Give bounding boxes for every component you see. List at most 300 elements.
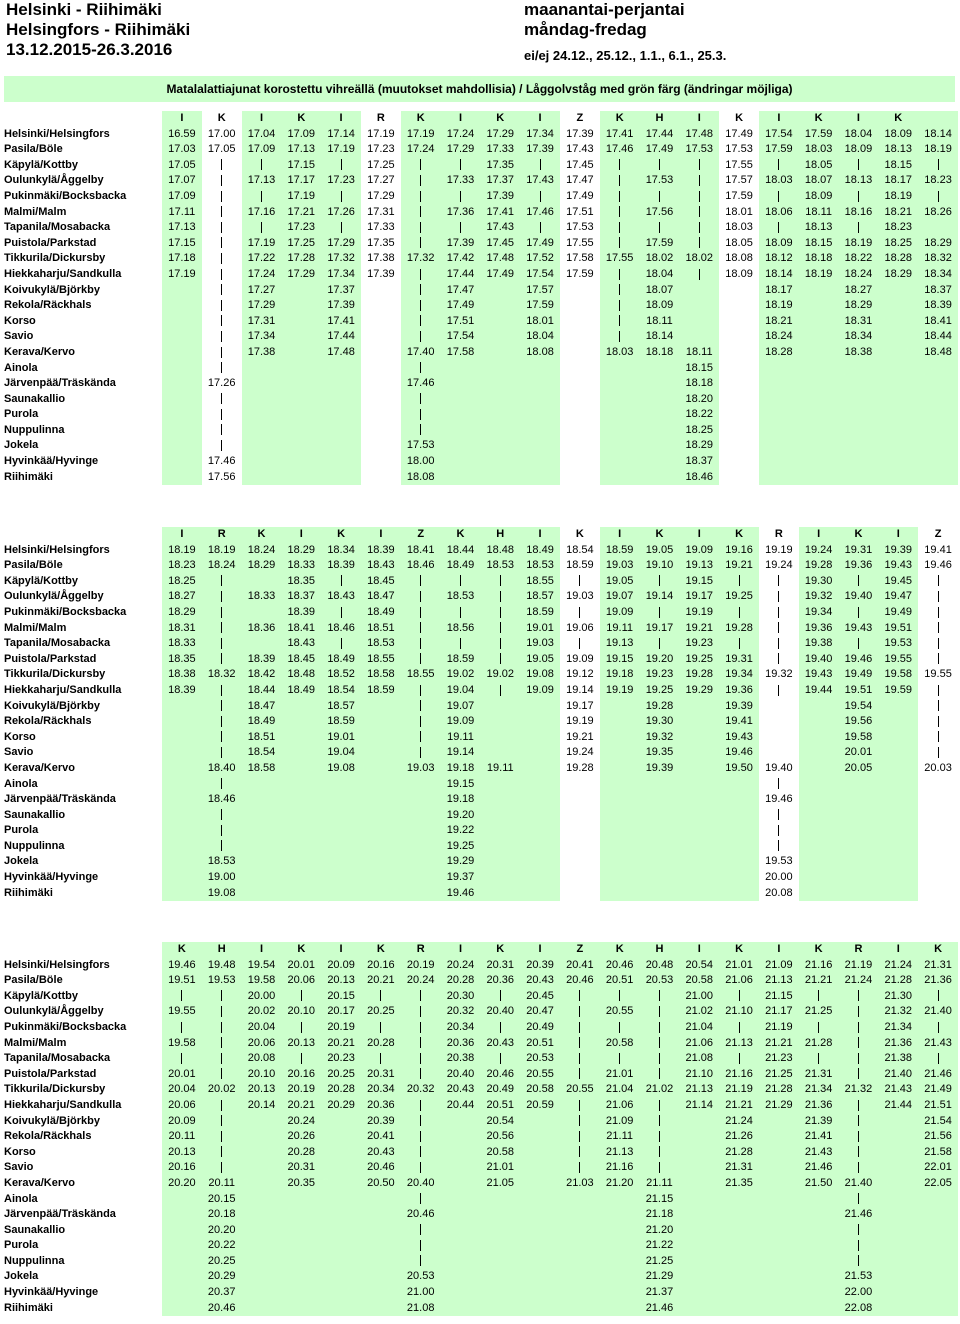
departure-time [640,886,680,902]
departure-time [321,854,361,870]
table-row [4,454,958,470]
pass-through-mark [441,574,481,590]
departure-time [321,392,361,408]
departure-time [799,438,839,454]
departure-time [679,714,719,730]
pass-through-mark [401,621,441,637]
pass-through-bar [818,990,819,1001]
departure-time [759,1301,799,1317]
departure-time [839,361,879,377]
train-letter: K [281,942,321,958]
departure-time: 20.54 [480,1114,520,1130]
departure-time [162,454,202,470]
station-name: Korso [4,1145,36,1158]
train-letter: K [600,942,640,958]
table-row [4,714,958,730]
pass-through-bar [181,1053,182,1064]
pass-through-bar [579,1068,580,1079]
pass-through-bar [858,191,859,202]
departure-time: 18.41 [918,314,958,330]
departure-time: 17.43 [566,143,594,156]
pass-through-mark [600,314,640,330]
departure-time: 19.32 [640,730,680,746]
departure-time: 21.10 [719,1004,759,1020]
pass-through-mark [202,777,242,793]
departure-time [679,1114,719,1130]
departure-time: 18.46 [679,470,719,486]
departure-time [918,1254,958,1270]
pass-through-bar [420,237,421,248]
pass-through-bar [619,300,620,311]
departure-time [600,792,640,808]
station-name: Oulunkylä/Åggelby [4,590,104,603]
departure-time [520,1207,560,1223]
departure-time: 20.32 [401,1082,441,1098]
departure-time: 21.43 [799,1145,839,1161]
departure-time [242,376,282,392]
station-name: Jokela [4,855,39,868]
departure-time [281,314,321,330]
departure-time [281,792,321,808]
departure-time: 19.09 [441,714,481,730]
departure-time [401,792,441,808]
departure-time: 17.49 [725,127,753,140]
departure-time [600,438,640,454]
pass-through-bar [659,607,660,618]
departure-time [401,886,441,902]
route-title-sv: Helsingfors - Riihimäki [6,20,191,39]
departure-time: 18.39 [321,558,361,574]
departure-time: 20.50 [361,1176,401,1192]
pass-through-mark [640,574,680,590]
departure-time: 20.34 [441,1020,481,1036]
pass-through-bar [420,685,421,696]
departure-time [918,823,958,839]
departure-time [242,777,282,793]
departure-time: 17.44 [441,267,481,283]
departure-time: 17.29 [441,142,481,158]
departure-time [162,1238,202,1254]
departure-time: 17.59 [640,236,680,252]
pass-through-bar [221,1037,222,1048]
departure-time [480,886,520,902]
departure-time: 18.46 [202,792,242,808]
departure-time [600,1301,640,1317]
departure-time [242,1129,282,1145]
timetable-block-2 [4,527,958,901]
pass-through-mark [600,173,640,189]
train-letter: I [520,527,560,543]
departure-time: 18.39 [918,298,958,314]
pass-through-bar [460,575,461,586]
departure-time: 19.32 [799,589,839,605]
pass-through-mark [202,1020,242,1036]
departure-time [759,1207,799,1223]
departure-time: 21.15 [759,989,799,1005]
departure-time: 18.29 [281,543,321,559]
pass-through-bar [460,222,461,233]
departure-time [321,792,361,808]
pass-through-mark [202,839,242,855]
pass-through-bar [938,575,939,586]
pass-through-bar [579,1022,580,1033]
departure-time [878,314,918,330]
departure-time: 21.05 [480,1176,520,1192]
pass-through-mark [202,361,242,377]
departure-time [679,808,719,824]
departure-time: 18.54 [321,683,361,699]
low-floor-banner: Matalalattiajunat korostettu vihreällä (muutokset mahdollisia) / Låggolvståg med grön färg (ändringar möjliga) [4,76,955,102]
pass-through-mark [918,1020,958,1036]
departure-time: 19.23 [640,667,680,683]
pass-through-mark [202,1067,242,1083]
departure-time: 20.36 [441,1036,481,1052]
pass-through-bar [221,591,222,602]
departure-time [281,361,321,377]
departure-time [242,1192,282,1208]
departure-time: 19.04 [321,745,361,761]
departure-time [759,1269,799,1285]
departure-time: 17.09 [281,127,321,143]
departure-time [600,407,640,423]
departure-time [878,1129,918,1145]
departure-time [679,1129,719,1145]
departure-time [878,761,918,777]
departure-time [640,392,680,408]
departure-time: 19.08 [202,886,242,902]
station-name: Nuppulinna [4,423,65,436]
departure-time: 20.11 [202,1176,242,1192]
departure-time [441,376,481,392]
departure-time: 18.14 [759,267,799,283]
table-row [4,1301,958,1317]
departure-time: 18.19 [799,267,839,283]
departure-time: 19.21 [566,730,594,743]
train-letter: I [520,111,560,127]
pass-through-bar [619,315,620,326]
station-name: Nuppulinna [4,839,65,852]
departure-time: 17.29 [281,267,321,283]
pass-through-bar [938,622,939,633]
departure-time: 19.41 [924,543,952,556]
station-name: Järvenpää/Träskända [4,793,116,806]
departure-time [281,376,321,392]
departure-time: 18.29 [679,438,719,454]
train-letter: I [281,527,321,543]
departure-time [361,438,401,454]
station-name: Purola [4,408,39,421]
departure-time: 17.48 [480,251,520,267]
departure-time [719,1238,759,1254]
departure-time: 18.58 [361,667,401,683]
departure-time: 17.55 [600,251,640,267]
departure-time: 21.01 [480,1160,520,1176]
departure-time: 21.18 [640,1207,680,1223]
departure-time [321,1192,361,1208]
pass-through-bar [420,1037,421,1048]
departure-time: 21.24 [839,973,879,989]
pass-through-mark [401,314,441,330]
departure-time: 19.09 [566,652,594,665]
departure-time: 17.28 [281,251,321,267]
departure-time [799,792,839,808]
departure-time [162,438,202,454]
departure-time [719,808,759,824]
departure-time: 21.22 [640,1238,680,1254]
departure-time: 18.32 [918,251,958,267]
departure-time [839,792,879,808]
departure-time [918,854,958,870]
station-name: Savio [4,330,34,343]
pass-through-mark [401,1238,441,1254]
departure-time [162,730,202,746]
departure-time: 20.16 [361,958,401,974]
departure-time: 18.44 [242,683,282,699]
pass-through-mark [401,636,441,652]
departure-time [759,1129,799,1145]
departure-time [640,777,680,793]
departure-time: 19.45 [878,574,918,590]
departure-time: 21.43 [918,1036,958,1052]
departure-time: 17.32 [401,251,441,267]
departure-time [560,777,600,793]
departure-time: 17.49 [566,189,594,202]
pass-through-mark [640,1067,680,1083]
departure-time: 20.51 [520,1036,560,1052]
train-letter: K [281,111,321,127]
departure-time: 21.01 [719,958,759,974]
departure-time: 20.51 [600,973,640,989]
departure-time [878,392,918,408]
departure-time [242,438,282,454]
departure-time [520,376,560,392]
pass-through-mark [202,329,242,345]
departure-time: 21.46 [799,1160,839,1176]
departure-time [719,1192,759,1208]
departure-time [242,886,282,902]
pass-through-mark [839,1020,879,1036]
pass-through-mark [600,158,640,174]
train-letter: I [799,527,839,543]
departure-time [480,1192,520,1208]
pass-through-mark [202,1051,242,1067]
departure-time [878,329,918,345]
departure-time: 19.28 [679,667,719,683]
pass-through-mark [361,1051,401,1067]
departure-time: 19.34 [799,605,839,621]
pass-through-bar [619,206,620,217]
train-letter: I [839,111,879,127]
departure-time [361,470,401,486]
station-name: Käpylä/Kottby [4,158,78,171]
pass-through-bar [420,222,421,233]
departure-time [878,792,918,808]
pass-through-bar [420,1053,421,1064]
departure-time [281,854,321,870]
departure-time [918,886,958,902]
pass-through-bar [858,222,859,233]
departure-time [441,470,481,486]
departure-time: 20.28 [441,973,481,989]
pass-through-mark [202,574,242,590]
departure-time: 18.15 [799,236,839,252]
station-name: Rekola/Räckhals [4,715,92,728]
departure-time: 19.29 [441,854,481,870]
departure-time: 18.25 [162,574,202,590]
departure-time [242,361,282,377]
departure-time: 21.29 [640,1269,680,1285]
departure-time [918,1238,958,1254]
departure-time: 21.25 [759,1067,799,1083]
departure-time [679,1301,719,1317]
departure-time: 17.58 [566,252,594,265]
departure-time: 20.13 [321,973,361,989]
departure-time: 21.34 [799,1082,839,1098]
departure-time: 21.21 [719,1098,759,1114]
pass-through-bar [739,1053,740,1064]
departure-time [480,283,520,299]
departure-time [799,329,839,345]
pass-through-bar [858,1146,859,1157]
pass-through-mark [640,1145,680,1161]
departure-time: 17.48 [679,127,719,143]
departure-time [839,438,879,454]
departure-time [878,470,918,486]
departure-time [520,438,560,454]
pass-through-mark [918,158,958,174]
departure-time [520,839,560,855]
station-name: Koivukylä/Björkby [4,1114,100,1127]
departure-time: 17.19 [367,127,395,140]
departure-time: 18.31 [162,621,202,637]
departure-time [799,823,839,839]
departure-time [918,392,958,408]
pass-through-bar [460,159,461,170]
departure-time: 17.40 [401,345,441,361]
pass-through-mark [401,1051,441,1067]
departure-time: 19.55 [878,652,918,668]
station-name: Ainola [4,361,38,374]
departure-time: 18.38 [162,667,202,683]
pass-through-mark [401,745,441,761]
departure-time [878,1223,918,1239]
departure-time [679,792,719,808]
departure-time [640,454,680,470]
departure-time: 20.11 [162,1129,202,1145]
departure-time [878,714,918,730]
departure-time [600,1254,640,1270]
departure-time: 17.41 [321,314,361,330]
departure-time: 17.25 [367,158,395,171]
pass-through-bar [659,638,660,649]
departure-time [560,1223,600,1239]
train-letter: I [162,527,202,543]
pass-through-bar [460,607,461,618]
pass-through-bar [699,191,700,202]
departure-time [799,1269,839,1285]
departure-time: 20.55 [520,1067,560,1083]
pass-through-bar [699,269,700,280]
departure-time: 18.24 [202,558,242,574]
departure-time [162,808,202,824]
departure-time: 20.41 [361,1129,401,1145]
departure-time: 20.21 [321,1036,361,1052]
departure-time: 18.24 [839,267,879,283]
departure-time [719,839,759,855]
pass-through-mark [202,251,242,267]
train-letter: K [839,527,879,543]
departure-time [321,1145,361,1161]
departure-time: 21.40 [918,1004,958,1020]
departure-time [759,699,799,715]
departure-time: 18.29 [878,267,918,283]
departure-time: 18.33 [162,636,202,652]
departure-time [560,1238,600,1254]
departure-time [242,1238,282,1254]
departure-time [162,870,202,886]
table-row [4,127,958,143]
departure-time: 21.35 [719,1176,759,1192]
pass-through-mark [202,267,242,283]
departure-time: 21.08 [401,1301,441,1317]
departure-time: 17.59 [520,298,560,314]
pass-through-mark [202,823,242,839]
table-row [4,158,958,174]
departure-time [480,870,520,886]
pass-through-mark [679,173,719,189]
departure-time: 19.46 [719,745,759,761]
station-name: Helsinki/Helsingfors [4,958,110,971]
departure-time: 21.28 [878,973,918,989]
pass-through-bar [619,1022,620,1033]
departure-time [520,1160,560,1176]
pass-through-bar [858,1131,859,1142]
pass-through-bar [938,1022,939,1033]
route-title-fi: Helsinki - Riihimäki [6,0,162,19]
departure-time: 17.45 [480,236,520,252]
pass-through-bar [420,653,421,664]
departure-time: 18.08 [520,345,560,361]
pass-through-mark [202,189,242,205]
departure-time: 21.49 [918,1082,958,1098]
departure-time: 20.09 [162,1114,202,1130]
table-row [4,1223,958,1239]
table-row [4,1285,958,1301]
departure-time [799,839,839,855]
pass-through-bar [420,424,421,435]
departure-time: 19.08 [520,667,560,683]
pass-through-mark [560,1067,600,1083]
departure-time [401,808,441,824]
pass-through-bar [938,731,939,742]
pass-through-mark [202,1129,242,1145]
departure-time [560,392,600,408]
pass-through-mark [242,158,282,174]
station-name: Puistola/Parkstad [4,236,97,249]
departure-time [839,423,879,439]
departure-time: 17.53 [640,173,680,189]
departure-time: 17.19 [321,142,361,158]
station-name: Jokela [4,439,39,452]
pass-through-bar [221,607,222,618]
pass-through-mark [600,205,640,221]
pass-through-bar [739,575,740,586]
pass-through-mark [281,989,321,1005]
station-name: Riihimäki [4,886,53,899]
departure-time: 20.32 [441,1004,481,1020]
pass-through-bar [221,237,222,248]
pass-through-mark [640,189,680,205]
